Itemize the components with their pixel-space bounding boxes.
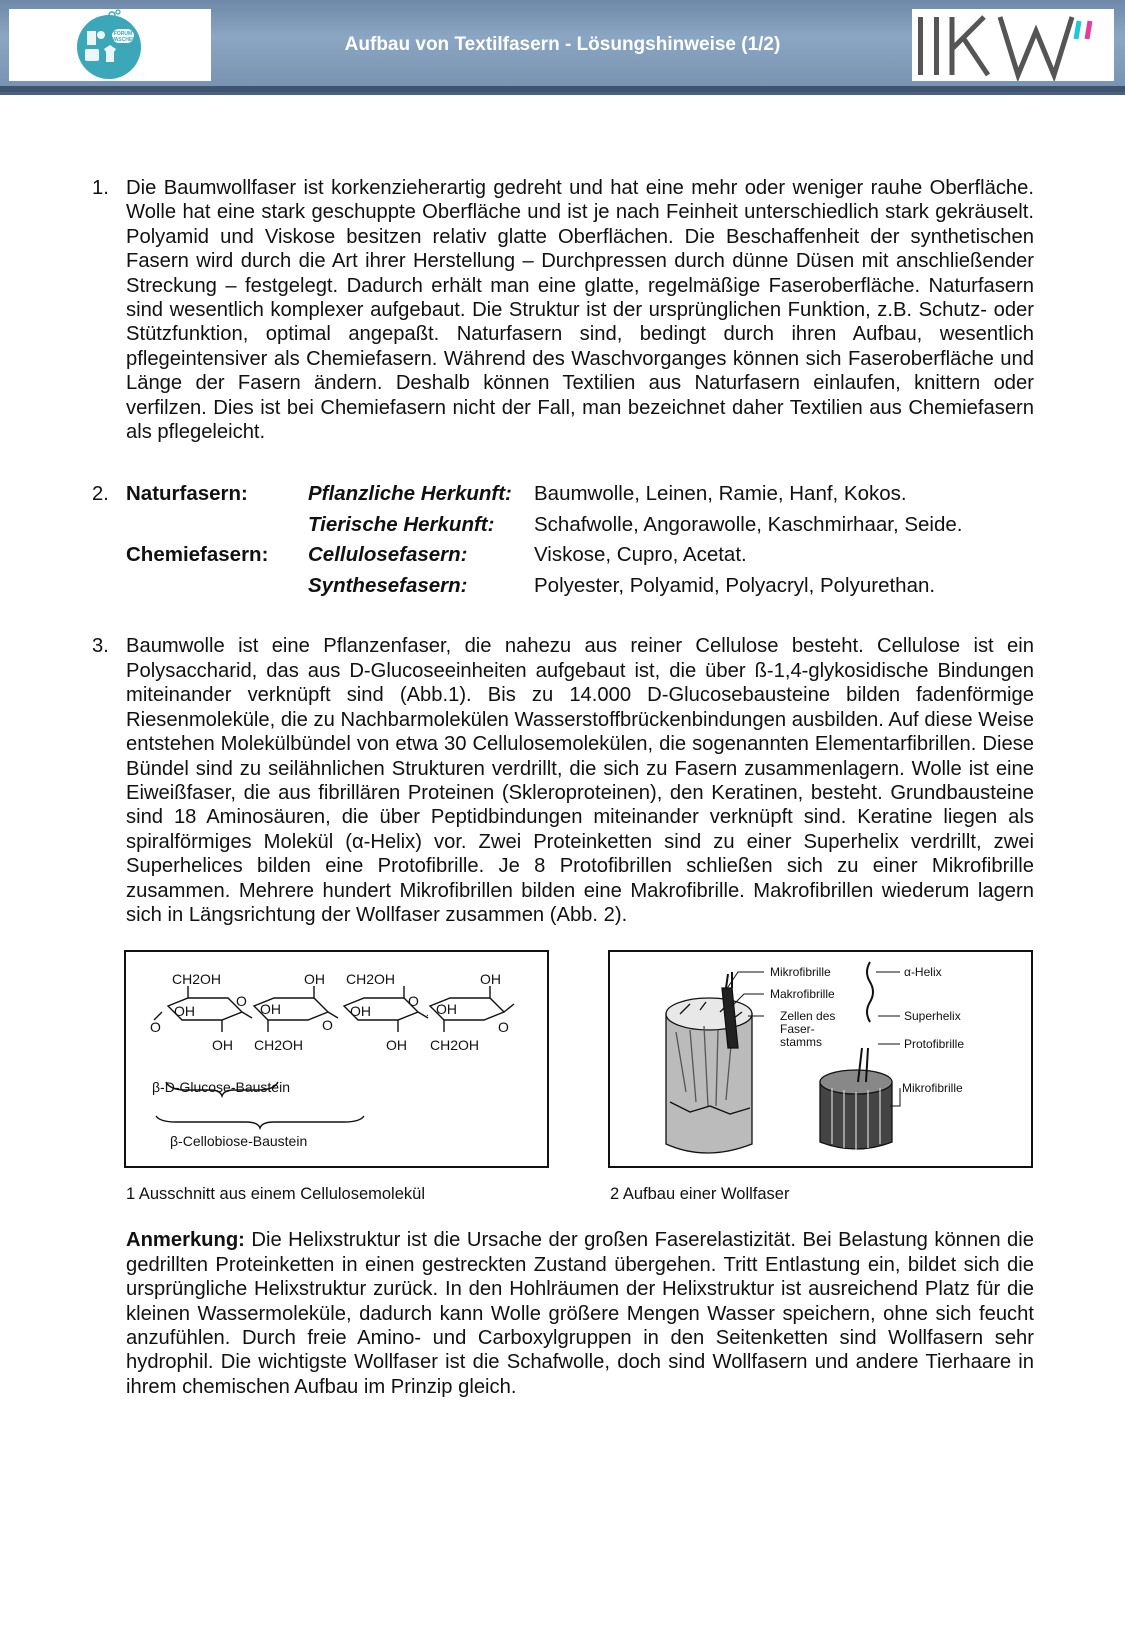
label-protofibrille: Protofibrille	[904, 1037, 965, 1052]
header-bottom-band	[0, 86, 1125, 92]
label-o-5: O	[498, 1019, 509, 1036]
answer-1-text: Die Baumwollfaser ist korkenzieherartig gedreht und hat eine mehr oder weniger rauhe Oberfläche. Wolle hat eine stark geschuppte Oberfläche und ist je nach Feinheit unterschiedlich stark gekräuselt. Polyamid und Viskose besitzen relativ glatte Oberflächen. Die Beschaffenheit der synthetischen Fasern wird durch die Art ihrer Herstellung – Durchpressen durch dünne Düsen mit anschließender Streckung – festgelegt. Dadurch erhält man eine glatte, regelmäßige Faseroberfläche. Naturfasern sind wesentlich komplexer aufgebaut. Die Struktur ist der ursprünglichen Funktion, z.B. Schutz- oder Stützfunktion, optimal angepaßt. Naturfasern sind, bedingt durch ihren Aufbau, wesentlich pflegeintensiver als Chemiefasern. Während des Waschvorganges können sich Faseroberfläche und Länge der Fasern ändern. Deshalb können Textilien aus Naturfasern einlaufen, knittern oder verfilzen. Dies ist bei Chemiefasern nicht der Fall, man bezeichnet daher Textilien aus Chemiefasern als pflegeleicht.	[126, 177, 1034, 444]
label-oh-bottom-1: OH	[212, 1037, 233, 1054]
label-superhelix: Superhelix	[904, 1009, 961, 1024]
answer-3	[92, 634, 1034, 927]
answer-1-number: 1.	[92, 177, 109, 199]
svg-text:.: .	[426, 1008, 429, 1020]
label-zellen-3: stamms	[780, 1035, 822, 1050]
label-ch2oh-bottom-2: CH2OH	[254, 1037, 304, 1054]
fiber-category: Naturfasern:	[126, 482, 248, 506]
note-paragraph	[92, 1228, 1034, 1399]
label-ring-oh-1: OH	[174, 1003, 195, 1020]
label-ring-oh-3: OH	[350, 1003, 371, 1020]
label-oh-4: OH	[480, 971, 501, 988]
table-row	[126, 574, 962, 605]
figures-row	[92, 950, 1034, 1220]
answer-3-number: 3.	[92, 635, 109, 658]
fiber-category	[126, 574, 308, 605]
figure-2-caption: 2 Aufbau einer Wollfaser	[610, 1185, 790, 1204]
wool-fiber-diagram	[610, 952, 1031, 1166]
label-o-1: O	[150, 1019, 161, 1036]
label-oh-2: OH	[304, 971, 325, 988]
document-body	[92, 176, 1034, 1399]
note-label: Anmerkung:	[126, 1229, 245, 1252]
ikw-logo	[912, 9, 1114, 81]
fiber-origin: Tierische Herkunft:	[308, 512, 495, 536]
label-zellen-1: Zellen des	[780, 1009, 836, 1024]
page-header	[0, 0, 1125, 95]
cellulose-figure	[124, 950, 549, 1168]
label-makrofibrille: Makrofibrille	[770, 987, 835, 1002]
label-mikrofibrille: Mikrofibrille	[770, 965, 831, 980]
label-mikrofibrille-2: Mikrofibrille	[902, 1081, 963, 1096]
fiber-examples: Schafwolle, Angorawolle, Kaschmirhaar, Seide.	[534, 512, 963, 536]
table-row	[126, 543, 962, 574]
table-row	[126, 482, 962, 513]
label-cellobiose: β-Cellobiose-Baustein	[170, 1133, 308, 1150]
answer-2	[92, 482, 1034, 604]
fiber-category: Chemiefasern:	[126, 543, 269, 567]
label-o-4: O	[408, 993, 419, 1010]
table-row	[126, 513, 962, 544]
answer-2-number: 2.	[92, 483, 109, 506]
figure-1-caption: 1 Ausschnitt aus einem Cellulosemolekül	[126, 1185, 425, 1204]
fiber-classification-table	[126, 482, 962, 604]
label-ch2oh-3: CH2OH	[346, 971, 396, 988]
note-text: Die Helixstruktur ist die Ursache der großen Faserelastizität. Bei Belastung können die gedrillten Proteinketten in einen gestreckten Zustand übergehen. Tritt Entlastung ein, bildet sich die ursprüngliche Helixstruktur zurück. In den Hohlräumen der Helixstruktur ist ausreichend Platz für die kleinen Wassermoleküle, dadurch kann Wolle größere Mengen Wasser speichern, ohne sich feucht anzufühlen. Durch freie Amino- und Carboxylgruppen in den Seitenketten sind Wollfasern sehr hydrophil. Die wichtigste Wollfaser ist die Schafwolle, doch sind Wollfasern und andere Tierhaare in ihrem chemischen Aufbau im Prinzip gleich.	[126, 1229, 1034, 1398]
wool-fiber-figure	[608, 950, 1033, 1168]
label-ring-oh-4: OH	[436, 1001, 457, 1018]
label-zellen-2: Faser-	[780, 1022, 815, 1037]
label-glucose: β-D-Glucose-Baustein	[152, 1079, 290, 1096]
fiber-origin: Synthesefasern:	[308, 573, 468, 597]
fiber-examples: Viskose, Cupro, Acetat.	[534, 543, 747, 567]
label-ch2oh-1: CH2OH	[172, 971, 222, 988]
fiber-examples: Polyester, Polyamid, Polyacryl, Polyurethan.	[534, 573, 936, 597]
fiber-examples: Baumwolle, Leinen, Ramie, Hanf, Kokos.	[534, 482, 907, 506]
label-oh-bottom-3: OH	[386, 1037, 407, 1054]
fiber-category	[126, 513, 308, 544]
label-ch2oh-bottom-4: CH2OH	[430, 1037, 480, 1054]
answer-1	[92, 176, 1034, 444]
label-o-2: O	[236, 993, 247, 1010]
svg-text:WASCHEN: WASCHEN	[110, 37, 136, 43]
fiber-origin: Cellulosefasern:	[308, 543, 468, 567]
answer-3-text: Baumwolle ist eine Pflanzenfaser, die nahezu aus reiner Cellulose besteht. Cellulose ist ein Polysaccharid, das aus D-Glucoseeinheiten aufgebaut ist, die über ß-1,4-glykosidische Bindungen miteinander verknüpft sind (Abb.1). Bis zu 14.000 D-Glucosebausteine bilden fadenförmige Riesenmoleküle, die zu Nachbarmolekülen Wasserstoffbrückenbindungen ausbilden. Auf diese Weise entstehen Molekülbündel von etwa 30 Cellulosemolekülen, die sogenannten Elementarfibrillen. Diese Bündel sind zu seilähnlichen Strukturen verdrillt, die sich zu Fasern zusammenlagern. Wolle ist eine Eiweißfaser, die aus fibrillären Proteinen (Skleroproteinen), den Keratinen, besteht. Grundbausteine sind 18 Aminosäuren, die über Peptidbindungen miteinander verknüpft sind. Keratine liegen als spiralförmiges Molekül (α-Helix) vor. Zwei Proteinketten sind zu einer Superhelix verdrillt, zwei Superhelices bilden eine Protofibrille. Je 8 Protofibrillen schließen sich zu einer Mikrofibrille zusammen. Mehrere hundert Mikrofibrillen bilden eine Makrofibrille. Makrofibrillen wiederum lagern sich in Längsrichtung der Wollfaser zusammen (Abb. 2).	[126, 635, 1034, 926]
label-ring-oh-2: OH	[260, 1001, 281, 1018]
label-o-3: O	[322, 1017, 333, 1034]
fiber-origin: Pflanzliche Herkunft:	[308, 482, 512, 506]
cellulose-structure-diagram	[126, 952, 547, 1166]
label-alpha-helix: α-Helix	[904, 965, 942, 980]
document-title: Aufbau von Textilfasern - Lösungshinweise (1/2)	[344, 34, 781, 55]
svg-text:FORUM: FORUM	[113, 31, 133, 37]
ikw-logo-icon	[912, 9, 1114, 81]
